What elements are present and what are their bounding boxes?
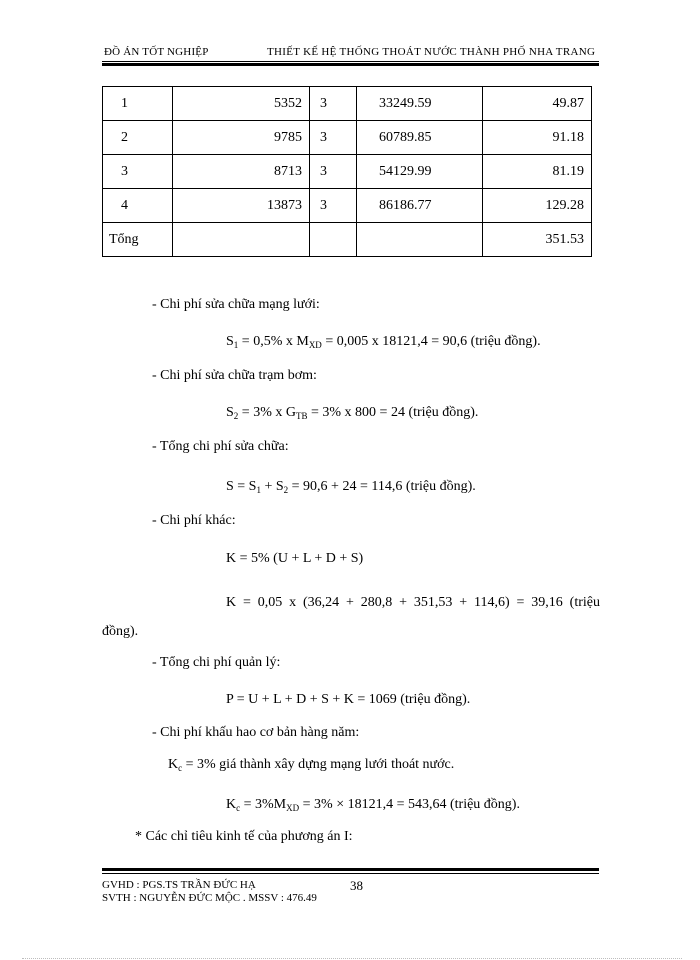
table-cell: 3 [103, 155, 173, 189]
table-cell: 49.87 [483, 87, 592, 121]
formula-text: S [226, 334, 234, 349]
footer-student: SVTH : NGUYỄN ĐỨC MỘC . MSSV : 476.49 [102, 892, 317, 904]
subscript: 1 [256, 485, 261, 495]
table-cell: 81.19 [483, 155, 592, 189]
footer-supervisor: GVHD : PGS.TS TRẦN ĐỨC HẠ [102, 879, 256, 891]
other-cost-heading: - Chi phí khác: [152, 513, 236, 528]
table-cell-empty [310, 223, 357, 257]
formula-k-value: K = 0,05 x (36,24 + 280,8 + 351,53 + 114,6) = 39,16 (triệu [226, 595, 600, 610]
table-cell: 91.18 [483, 121, 592, 155]
formula-k-value-cont: đồng). [102, 624, 139, 639]
table-cell: 5352 [173, 87, 310, 121]
subscript: 2 [233, 411, 239, 421]
header-left-title: ĐỒ ÁN TỐT NGHIỆP [104, 46, 209, 58]
subscript: c [236, 803, 241, 813]
repair-pump-heading: - Chi phí sửa chữa trạm bơm: [152, 368, 317, 383]
table-cell-empty [357, 223, 483, 257]
economic-indicators-heading: * Các chỉ tiêu kinh tế của phương án I: [135, 829, 353, 844]
formula-text: = 0,005 x 18121,4 = 90,6 (triệu đồng). [321, 334, 541, 349]
formula-kc [226, 797, 520, 813]
depreciation-heading: - Chi phí khấu hao cơ bản hàng năm: [152, 725, 360, 740]
formula-text: = 3% giá thành xây dựng mạng lưới thoát nước. [182, 757, 455, 772]
formula-text: S [226, 405, 234, 420]
formula-text: S = S [226, 479, 257, 494]
table-cell: 60789.85 [357, 121, 483, 155]
header-rule-thick [102, 63, 599, 66]
table-row [103, 87, 592, 121]
table-row [103, 189, 592, 223]
table-row [103, 121, 592, 155]
subscript: TB [295, 411, 308, 421]
formula-s2 [226, 405, 478, 421]
table-cell: 2 [103, 121, 173, 155]
formula-s1 [226, 334, 541, 350]
header-right-title: THIẾT KẾ HỆ THỐNG THOÁT NƯỚC THÀNH PHỐ NHA TRANG [267, 46, 596, 58]
formula-kc-definition [168, 757, 454, 773]
formula-text: = 3%M [240, 797, 287, 812]
repair-network-heading: - Chi phí sửa chữa mạng lưới: [152, 297, 320, 312]
table-cell: 3 [310, 121, 357, 155]
subscript: 2 [283, 485, 289, 495]
header-rule-thin [102, 61, 599, 62]
subscript: c [178, 763, 183, 773]
total-label: Tổng [103, 223, 173, 257]
formula-text: = 3% x G [238, 405, 296, 420]
footer-rule-thin [102, 873, 599, 874]
page-number: 38 [350, 878, 363, 893]
table-total-row [103, 223, 592, 257]
table-row [103, 155, 592, 189]
table-cell: 33249.59 [357, 87, 483, 121]
subscript: 1 [233, 340, 239, 350]
table-cell: 129.28 [483, 189, 592, 223]
table-cell: 3 [310, 87, 357, 121]
table-cell: 3 [310, 189, 357, 223]
formula-p: P = U + L + D + S + K = 1069 (triệu đồng). [226, 692, 471, 707]
formula-k: K = 5% (U + L + D + S) [226, 551, 364, 566]
subscript: XD [308, 340, 322, 350]
footer-rule-thick [102, 868, 599, 871]
subscript: XD [286, 803, 300, 813]
formula-text: = 3% x 800 = 24 (triệu đồng). [307, 405, 479, 420]
formula-text: + S [260, 479, 284, 494]
formula-s [226, 479, 476, 495]
table-cell: 9785 [173, 121, 310, 155]
table-cell: 3 [310, 155, 357, 189]
cost-table [102, 86, 592, 257]
formula-text: = 0,5% x M [238, 334, 309, 349]
total-repair-heading: - Tổng chi phí sửa chữa: [152, 439, 289, 454]
table-cell: 1 [103, 87, 173, 121]
formula-text: K [168, 757, 179, 772]
table-cell: 4 [103, 189, 173, 223]
table-cell: 8713 [173, 155, 310, 189]
table-cell-empty [173, 223, 310, 257]
page-edge-divider [22, 958, 682, 959]
formula-text: = 3% × 18121,4 = 543,64 (triệu đồng). [299, 797, 520, 812]
management-cost-heading: - Tổng chi phí quản lý: [152, 655, 281, 670]
formula-text: K [226, 797, 237, 812]
formula-text: = 90,6 + 24 = 114,6 (triệu đồng). [288, 479, 476, 494]
total-value: 351.53 [483, 223, 592, 257]
table-cell: 54129.99 [357, 155, 483, 189]
table-cell: 86186.77 [357, 189, 483, 223]
table-cell: 13873 [173, 189, 310, 223]
